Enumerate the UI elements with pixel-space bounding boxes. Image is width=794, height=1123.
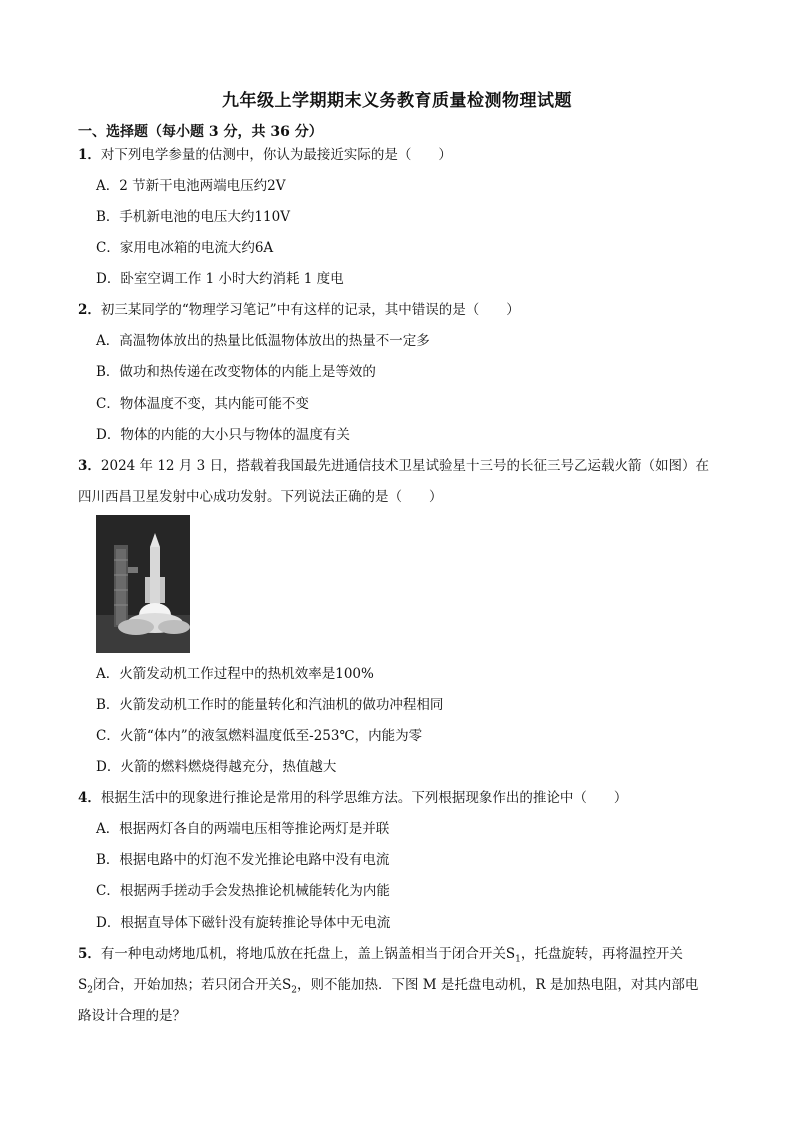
question-3-stem-line1 [78,457,709,475]
option-4b: B．根据电路中的灯泡不发光推论电路中没有电流 [96,852,390,868]
question-text: 闭合，开始加热；若只闭合开关S [92,977,292,993]
option-3a: A．火箭发动机工作过程中的热机效率是100% [96,666,374,682]
question-text: 对下列电学参量的估测中，你认为最接近实际的是（ ） [100,147,452,163]
question-text: 初三某同学的“物理学习笔记”中有这样的记录，其中错误的是（ ） [100,302,520,318]
question-number: 1． [78,147,101,163]
option-1b: B．手机新电池的电压大约110V [96,209,290,225]
rocket-launch-photo [96,515,190,653]
option-3c: C．火箭“体内”的液氢燃料温度低至-253℃，内能为零 [96,728,423,744]
question-text: 2024 年 12 月 3 日，搭载着我国最先进通信技术卫星试验星十三号的长征三号乙运载火箭（如图）在 [100,458,709,474]
question-5-stem-line3: 路设计合理的是？ [78,1008,186,1024]
question-3-stem-line2: 四川西昌卫星发射中心成功发射。下列说法正确的是（ ） [78,489,443,505]
question-text: ，托盘旋转，再将温控开关 [520,946,683,962]
question-text: S [78,977,88,993]
option-4a: A．根据两灯各自的两端电压相等推论两灯是并联 [96,821,390,837]
question-4-stem [78,789,627,807]
question-5-stem-line1 [78,945,683,969]
option-1d: D．卧室空调工作 1 小时大约消耗 1 度电 [96,271,344,287]
subscript: 2 [291,985,297,996]
subscript: 1 [515,954,521,965]
option-3b: B．火箭发动机工作时的能量转化和汽油机的做功冲程相同 [96,697,444,713]
question-1-stem [78,146,452,164]
question-text: 根据生活中的现象进行推论是常用的科学思维方法。下列根据现象作出的推论中（ ） [100,790,628,806]
question-text: ，则不能加热．下图 M 是托盘电动机，R 是加热电阻，对其内部电 [296,977,699,993]
page-title: 九年级上学期期末义务教育质量检测物理试题 [222,91,572,111]
option-4c: C．根据两手搓动手会发热推论机械能转化为内能 [96,883,390,899]
question-number: 2． [78,302,101,318]
question-text: 有一种电动烤地瓜机，将地瓜放在托盘上，盖上锅盖相当于闭合开关S [100,946,516,962]
option-4d: D．根据直导体下磁针没有旋转推论导体中无电流 [96,915,391,931]
question-number: 3． [78,458,101,474]
option-2a: A．高温物体放出的热量比低温物体放出的热量不一定多 [96,333,430,349]
question-2-stem [78,301,520,319]
option-2b: B．做功和热传递在改变物体的内能上是等效的 [96,364,376,380]
section-heading: 一、选择题（每小题 3 分，共 36 分） [78,124,323,140]
subscript: 2 [87,985,93,996]
question-number: 5． [78,946,101,962]
option-2c: C．物体温度不变，其内能可能不变 [96,396,309,412]
question-number: 4． [78,790,101,806]
option-3d: D．火箭的燃料燃烧得越充分，热值越大 [96,759,337,775]
option-1c: C．家用电冰箱的电流大约6A [96,240,274,256]
question-5-stem-line2 [78,976,698,1000]
option-1a: A．2 节新干电池两端电压约2V [96,178,286,194]
option-2d: D．物体的内能的大小只与物体的温度有关 [96,427,350,443]
